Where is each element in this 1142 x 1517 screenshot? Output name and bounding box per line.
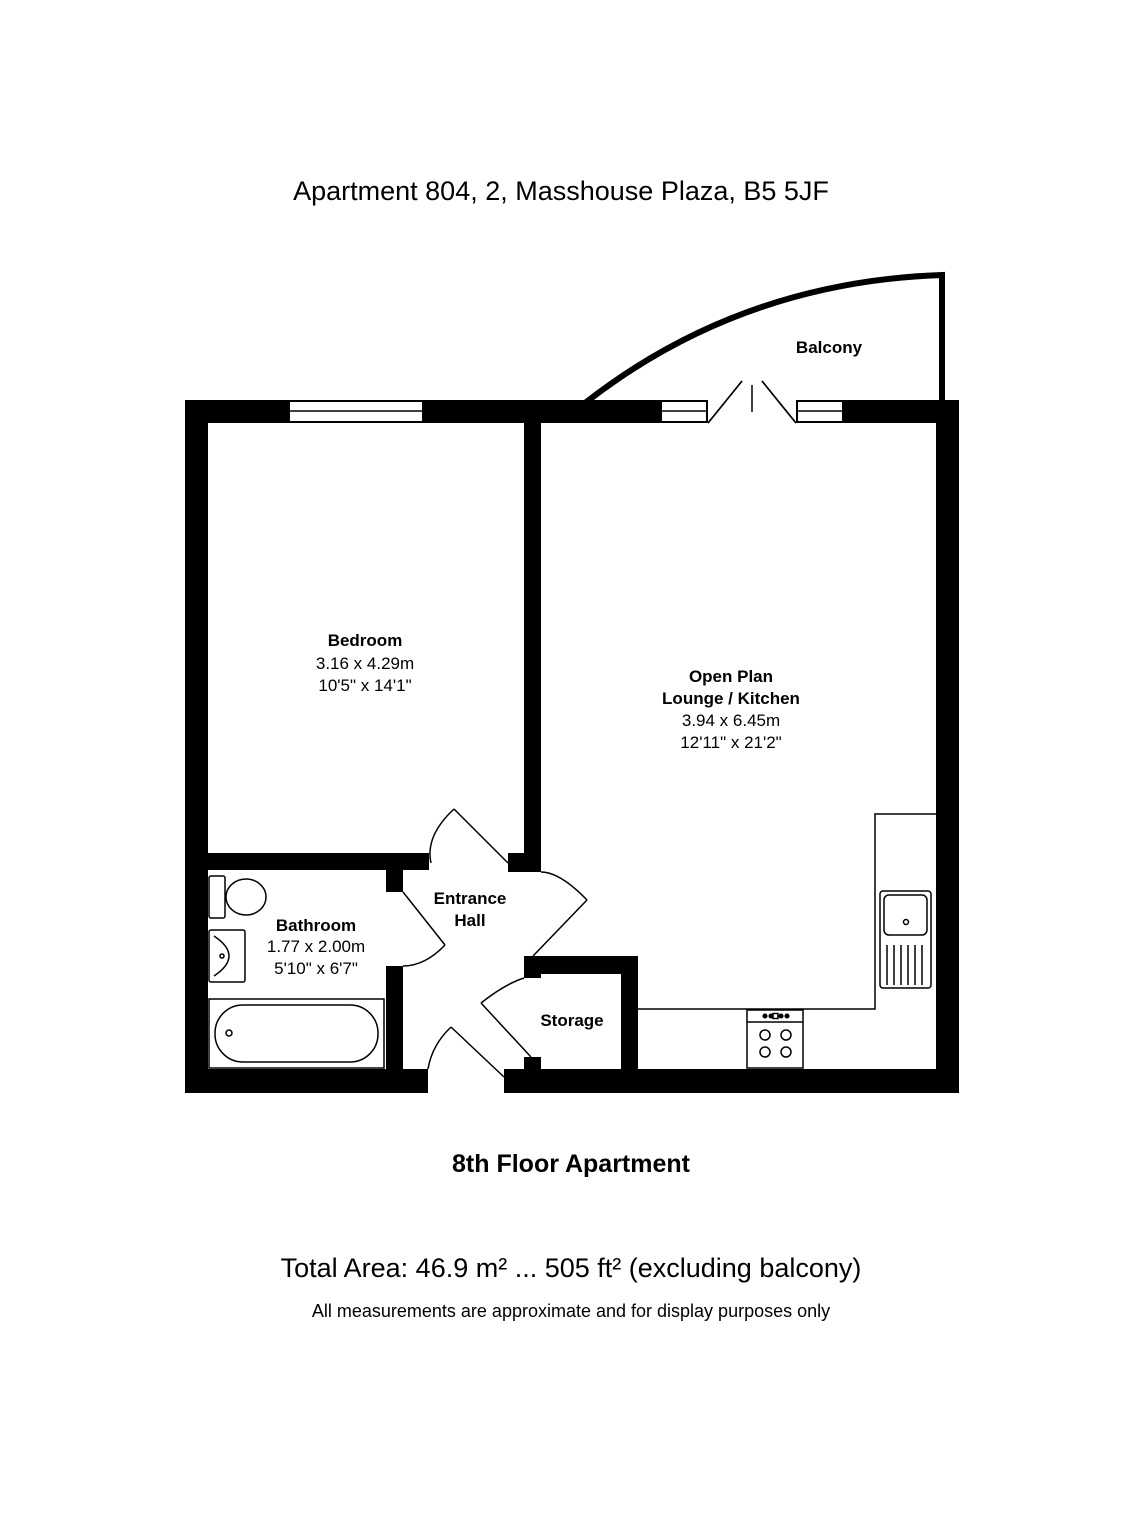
- bedroom-imperial: 10'5" x 14'1": [318, 676, 412, 695]
- lounge-metric: 3.94 x 6.45m: [681, 711, 781, 730]
- bathtub-icon: [209, 999, 384, 1068]
- entrance-label-line1: Entrance: [433, 889, 507, 908]
- disclaimer: All measurements are approximate and for display purposes only: [311, 1301, 831, 1321]
- sink-icon: [880, 891, 931, 988]
- bathroom-imperial: 5'10" x 6'7": [274, 959, 358, 978]
- bathroom-label: Bathroom: [275, 916, 357, 935]
- lounge-label-line2: Lounge / Kitchen: [662, 689, 800, 708]
- bedroom-window: [289, 401, 423, 422]
- floor-label: 8th Floor Apartment: [452, 1150, 690, 1178]
- lounge-window-left: [661, 401, 707, 422]
- hob-icon: [747, 1010, 803, 1068]
- bedroom-metric: 3.16 x 4.29m: [315, 654, 415, 673]
- lounge-imperial: 12'11" x 21'2": [680, 733, 782, 752]
- page-title: Apartment 804, 2, Masshouse Plaza, B5 5JF: [293, 176, 829, 206]
- lounge-label-line1: Open Plan: [688, 667, 774, 686]
- interior-walls: [208, 423, 638, 1069]
- bathroom-metric: 1.77 x 2.00m: [266, 937, 366, 956]
- balcony-label: Balcony: [795, 338, 863, 357]
- lounge-window-right: [797, 401, 843, 422]
- basin-icon: [209, 930, 245, 982]
- outer-walls: [185, 400, 959, 1093]
- kitchen-worktop: [638, 814, 936, 1009]
- total-area: Total Area: 46.9 m² ... 505 ft² (excluding balcony): [280, 1253, 862, 1283]
- balcony-door: [708, 381, 796, 423]
- storage-label: Storage: [540, 1011, 604, 1030]
- bedroom-label: Bedroom: [327, 631, 403, 650]
- entrance-label-line2: Hall: [454, 911, 486, 930]
- toilet-icon: [209, 876, 266, 918]
- door-swings: [403, 809, 587, 1077]
